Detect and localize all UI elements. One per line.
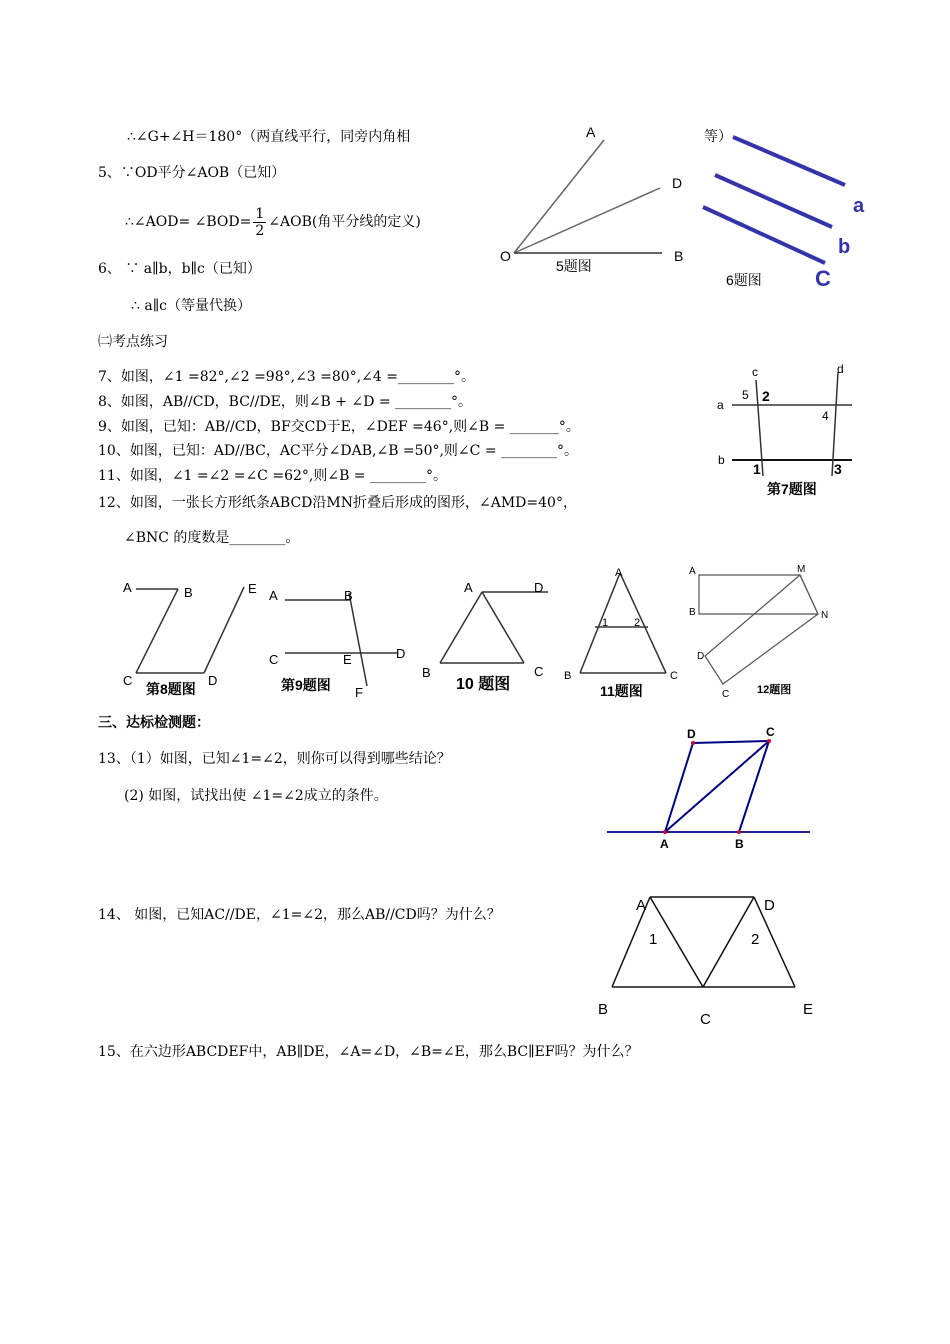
angle-1: 1: [649, 931, 658, 948]
label-A: A: [615, 567, 623, 579]
segment-ac: [620, 573, 666, 673]
question-15: 15、在六边形ABCDEF中，AB∥DE，∠A=∠D，∠B=∠E，那么BC∥EF吗？为什么？: [98, 1044, 639, 1060]
label-F: F: [355, 685, 363, 700]
segment-de: [204, 587, 244, 673]
ray-od: [514, 188, 660, 253]
q5-conclusion: [125, 202, 421, 242]
angle-5: 5: [742, 388, 749, 402]
figure-11: [562, 565, 687, 705]
label-A: A: [636, 897, 647, 914]
fraction-denominator: 2: [255, 222, 265, 239]
question-12-blank: ∠BNC 的度数是________。: [124, 530, 300, 546]
label-b: b: [718, 453, 725, 467]
angle-2: 2: [751, 931, 760, 948]
angle-4: 4: [822, 409, 829, 423]
point-B: [737, 830, 741, 834]
label-E: E: [248, 581, 257, 596]
label-a: a: [717, 398, 724, 412]
angle-3: 3: [834, 461, 842, 477]
segment-ac: [482, 592, 524, 663]
figure-7: [714, 364, 858, 498]
label-b: b: [838, 236, 851, 258]
fraction-numerator: 1: [255, 205, 265, 222]
label-C: C: [722, 689, 730, 700]
segment-ac: [650, 897, 703, 987]
label-D: D: [208, 673, 218, 688]
question-13-part1: 13、（1）如图，已知∠1=∠2，则你可以得到哪些结论？: [98, 751, 451, 767]
label-B: B: [674, 248, 684, 264]
label-A: A: [123, 580, 132, 595]
figure-12: [685, 562, 835, 702]
proof-line-gh-tail: 等）: [704, 129, 732, 145]
label-A: A: [464, 580, 473, 595]
figure-9: [265, 583, 415, 703]
label-E: E: [343, 652, 352, 667]
label-c: C: [815, 266, 831, 291]
q6-line: 6、 ∵ a∥b，b∥c（已知）: [98, 261, 261, 277]
segment-ab: [580, 573, 620, 673]
label-B: B: [564, 670, 572, 682]
angle-2: 2: [634, 617, 641, 629]
segment-dc: [703, 897, 754, 987]
question-10: 10、如图，已知：AD//BC，AC平分∠DAB,∠B =50°,则∠C = ________°。: [98, 443, 579, 459]
label-B: B: [422, 665, 431, 680]
label-B: B: [735, 837, 744, 851]
label-d: d: [837, 362, 844, 376]
label-A: A: [689, 566, 696, 577]
ray-oa: [514, 140, 604, 253]
label-D: D: [687, 727, 696, 741]
point-C: [767, 739, 771, 743]
strip-unfolded: [699, 575, 818, 614]
question-9: 9、如图，已知：AB//CD，BF交CD于E，∠DEF =46°,则∠B = _______°。: [98, 419, 580, 435]
section-heading-practice: ㈡考点练习: [98, 334, 168, 350]
figure-13: [605, 722, 815, 852]
q5-line: 5、∵OD平分∠AOB（已知）: [98, 165, 286, 181]
label-D: D: [672, 175, 683, 191]
fraction-half: [253, 206, 266, 239]
q5-conclusion-post: ∠AOB(角平分线的定义): [268, 214, 421, 230]
angle-1: 1: [753, 461, 761, 477]
figure-10: [418, 575, 563, 700]
label-A: A: [586, 124, 596, 140]
label-D: D: [534, 580, 544, 595]
question-13-part2: (2) 如图，试找出使 ∠1=∠2成立的条件。: [124, 788, 388, 804]
question-11: 11、如图，∠1 =∠2 =∠C =62°,则∠B = ________°。: [98, 468, 447, 484]
label-C: C: [670, 670, 678, 682]
segment-ba: [440, 592, 482, 663]
label-M: M: [797, 564, 806, 575]
label-O: O: [500, 248, 511, 264]
figure-10-caption: 10 题图: [456, 676, 511, 693]
figure-12-caption: 12题图: [757, 684, 792, 696]
label-N: N: [821, 610, 829, 621]
figure-14: [592, 890, 827, 1035]
question-7: 7、如图，∠1 =82°,∠2 =98°,∠3 =80°,∠4 =________°。: [98, 369, 475, 385]
proof-line-gh: ∴∠G+∠H＝180°（两直线平行，同旁内角相: [127, 129, 411, 145]
segment-bc: [136, 589, 178, 673]
q6-conclusion: ∴ a∥c（等量代换）: [131, 298, 252, 314]
label-B: B: [184, 585, 193, 600]
figure-6: [695, 125, 875, 295]
label-C: C: [766, 725, 775, 739]
label-D: D: [764, 897, 775, 914]
label-C: C: [123, 673, 133, 688]
label-c: c: [752, 365, 758, 379]
line-a: [733, 137, 845, 185]
label-a: a: [853, 195, 865, 217]
label-A: A: [660, 837, 669, 851]
figure-8: [118, 573, 268, 703]
label-B: B: [598, 1001, 609, 1018]
figure-7-caption: 第7题图: [767, 481, 817, 497]
label-A: A: [269, 588, 278, 603]
figure-5: [492, 118, 692, 278]
line-bf: [349, 593, 367, 686]
label-E: E: [803, 1001, 814, 1018]
label-D: D: [697, 651, 705, 662]
figure-11-caption: 11题图: [600, 683, 643, 699]
figure-8-caption: 第8题图: [146, 681, 196, 697]
point-A: [663, 830, 667, 834]
q5-conclusion-pre: ∴∠AOD= ∠BOD=: [125, 214, 252, 230]
figure-6-caption: 6题图: [726, 272, 762, 288]
label-C: C: [534, 664, 544, 679]
label-B: B: [344, 588, 353, 603]
segment-dc: [693, 741, 769, 743]
question-8: 8、如图，AB//CD，BC//DE，则∠B + ∠D = ________°。: [98, 394, 473, 410]
strip-folded: [705, 575, 818, 684]
question-12: 12、如图，一张长方形纸条ABCD沿MN折叠后形成的图形，∠AMD=40°，: [98, 495, 577, 511]
point-D: [691, 741, 695, 745]
question-14: 14、 如图，已知AC//DE，∠1=∠2，那么AB//CD吗？为什么？: [98, 907, 501, 923]
label-C: C: [700, 1011, 711, 1028]
figure-5-caption: 5题图: [556, 258, 592, 274]
angle-1: 1: [602, 617, 609, 629]
section-heading-test: 三、达标检测题：: [98, 715, 210, 731]
label-D: D: [396, 646, 406, 661]
label-B: B: [689, 607, 696, 618]
angle-2: 2: [762, 388, 770, 404]
figure-9-caption: 第9题图: [281, 677, 331, 693]
label-C: C: [269, 652, 279, 667]
